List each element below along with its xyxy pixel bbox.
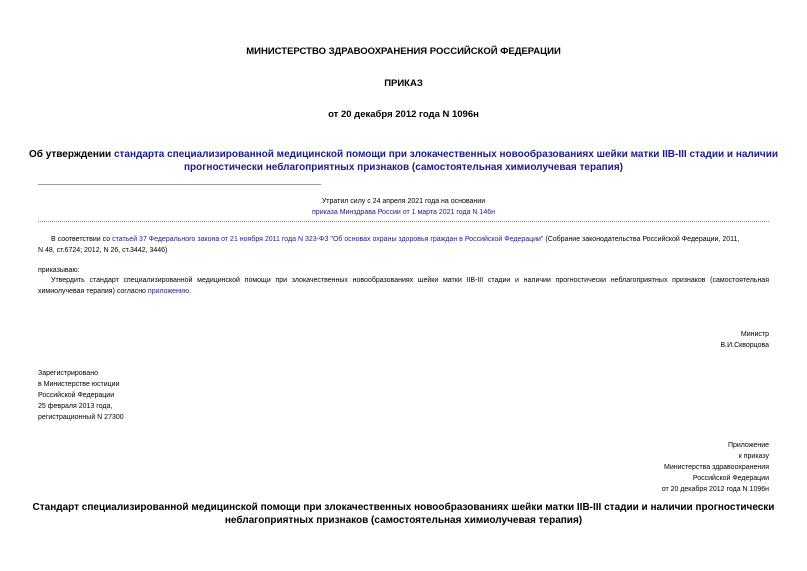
- standard-link[interactable]: стандарта специализированной медицинской помощи при злокачественных новообразованиях шейки матки IIB-III стадии и наличии: [113, 149, 779, 160]
- signature-name: В.И.Скворцова: [720, 342, 769, 349]
- document-date-number: от 20 декабря 2012 года N 1096н: [328, 109, 479, 120]
- registration-line: регистрационный N 27300: [38, 414, 124, 421]
- appendix-line: к приказу: [738, 453, 769, 460]
- repeal-order-link[interactable]: приказа Минздрава России от 1 марта 2021 года N 146н: [312, 209, 495, 216]
- approval-line2-suffix: .: [189, 288, 192, 295]
- appendix-line: от 20 декабря 2012 года N 1096н: [661, 486, 769, 493]
- title-prefix: Об утверждении: [28, 149, 114, 160]
- registration-line: Российской Федерации: [38, 392, 115, 399]
- approval-paragraph: [38, 275, 769, 297]
- dotted-separator: [38, 221, 769, 222]
- registration-block: [38, 368, 124, 423]
- preamble-paragraph: [38, 234, 769, 256]
- appendix-line: Приложение: [727, 442, 769, 449]
- document-type: ПРИКАЗ: [384, 78, 423, 89]
- status-text: Утратил силу с 24 апреля 2021 года на основании: [321, 198, 486, 205]
- standard-title-line2: неблагоприятных признаков (самостоятельная химиолучевая терапия): [224, 515, 583, 526]
- standard-title: [0, 501, 807, 527]
- registration-line: Зарегистрировано: [38, 370, 98, 377]
- approval-line2-prefix: химиолучевая терапия) согласно: [38, 288, 148, 295]
- appendix-block: [662, 440, 769, 495]
- approval-line1: Утвердить стандарт специализированной медицинской помощи при злокачественных новообразованиях шейки матки IIB-III стадии и наличии прогностически неблагоприятных признаков (самостоятельная: [51, 277, 769, 284]
- registration-line: 25 февраля 2013 года,: [38, 403, 113, 410]
- separator-line: [38, 184, 321, 185]
- appendix-line: Российской Федерации: [692, 475, 769, 482]
- status-note: [0, 196, 807, 218]
- preamble-prefix: В соответствии со: [51, 236, 113, 243]
- federal-law-link[interactable]: статьей 37 Федерального закона от 21 ноября 2011 года N 323-ФЗ "Об основах охраны здоровья граждан в Российской Федерации": [112, 236, 544, 243]
- signature-block: [721, 329, 770, 351]
- signature-position: Министр: [740, 331, 769, 338]
- ministry-heading: МИНИСТЕРСТВО ЗДРАВООХРАНЕНИЯ РОССИЙСКОЙ ФЕДЕРАЦИИ: [246, 46, 561, 57]
- order-word: приказываю:: [38, 267, 80, 274]
- registration-line: в Министерстве юстиции: [38, 381, 120, 388]
- preamble-line2: N 48, ст.6724; 2012, N 26, ст.3442, 3446): [38, 247, 168, 254]
- appendix-line: Министерства здравоохранения: [664, 464, 769, 471]
- standard-title-line1: Стандарт специализированной медицинской помощи при злокачественных новообразованиях шейки матки IIB-III стадии и наличии прогностически: [32, 502, 775, 513]
- preamble-suffix: (Собрание законодательства Российской Федерации, 2011,: [543, 236, 740, 243]
- standard-link-continued[interactable]: прогностически неблагоприятных признаков (самостоятельная химиолучевая терапия): [183, 162, 623, 173]
- appendix-link[interactable]: приложению: [147, 288, 190, 295]
- document-title: [0, 148, 807, 174]
